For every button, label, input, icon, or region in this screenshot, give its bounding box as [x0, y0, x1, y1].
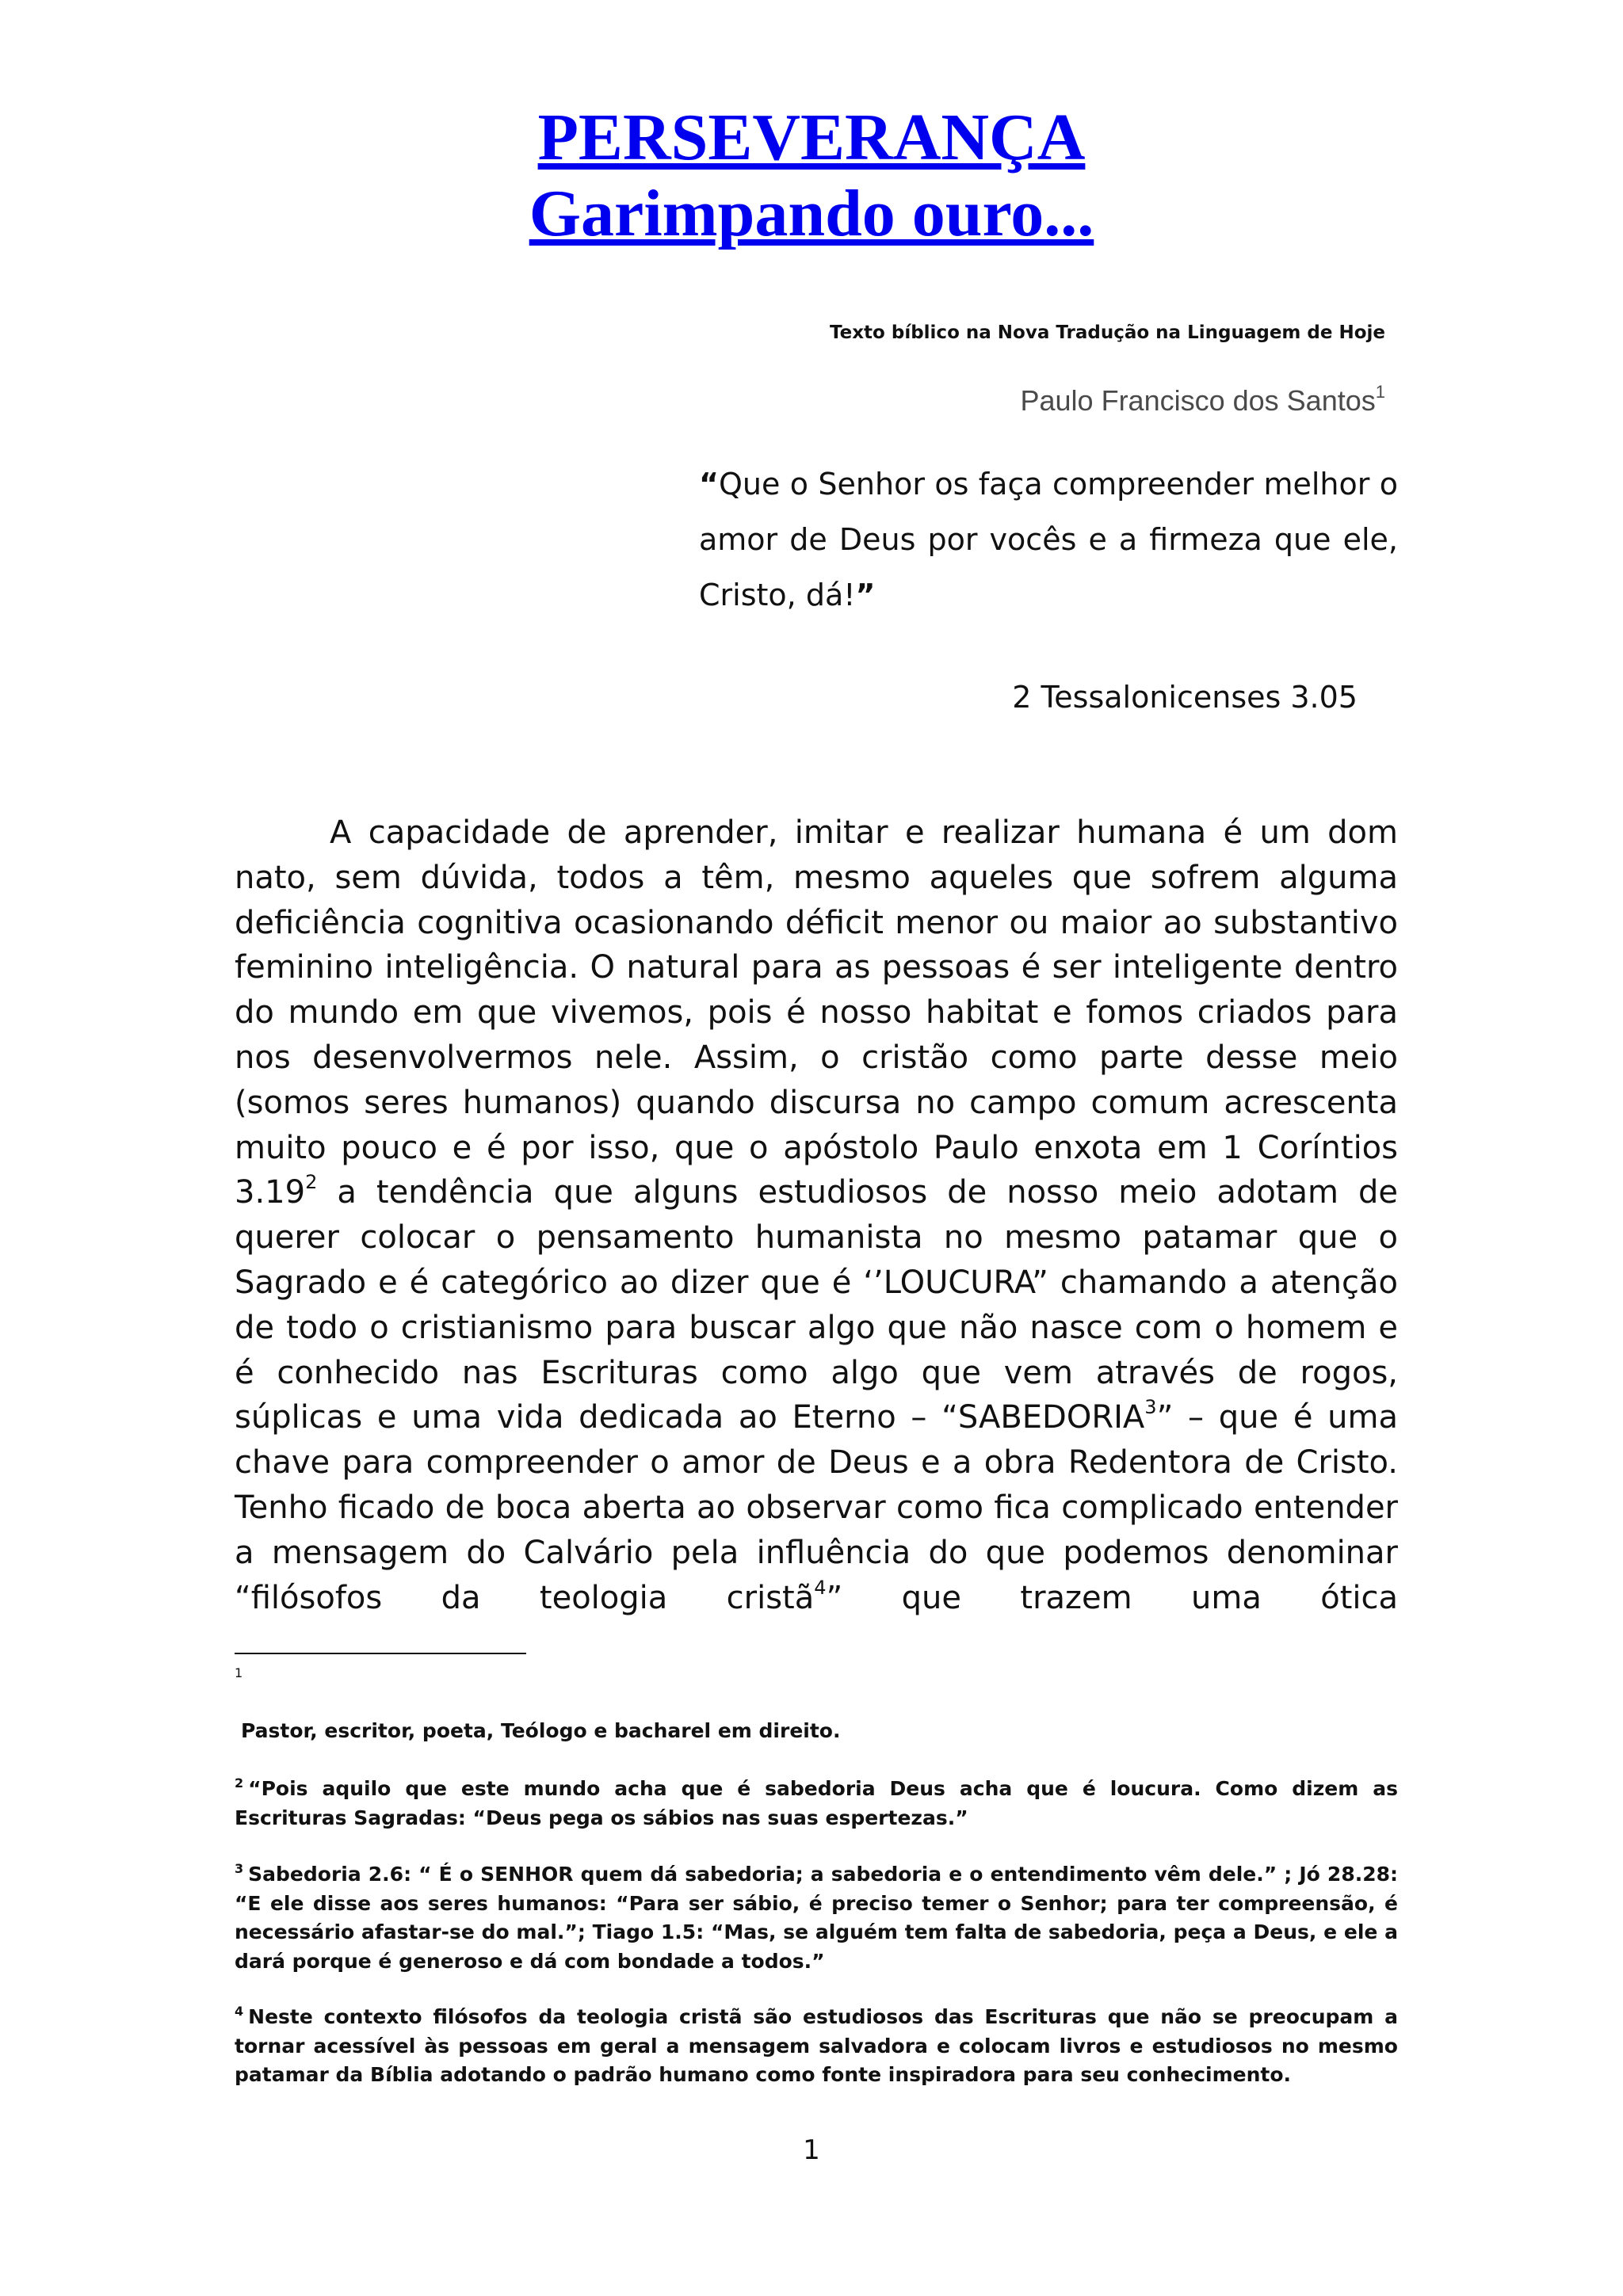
footnote-3: [235, 1860, 1398, 1976]
footnote-3-mark: 3: [235, 1861, 244, 1876]
epigraph-close-quote: ”: [855, 578, 876, 612]
footnote-2-text: “Pois aquilo que este mundo acha que é sabedoria Deus acha que é loucura. Como dizem as Escrituras Sagradas: “Deus pega os sábios nas suas espertezas.”: [235, 1777, 1398, 1829]
author-name: Paulo Francisco dos Santos: [1020, 384, 1376, 417]
epigraph-text: Que o Senhor os faça compreender melhor o amor de Deus por vocês e a firmeza que ele, Cristo, dá!: [699, 467, 1398, 612]
body-part-1: A capacidade de aprender, imitar e realizar humana é um dom nato, sem dúvida, todos a têm, mesmo aqueles que sofrem alguma deficiência cognitiva ocasionando déficit menor ou maior ao substantivo feminino inteligência. O natural para as pessoas é ser inteligente dentro do mundo em que vivemos, pois é nosso habitat e fomos criados para nos desenvolvermos nele. Assim, o cristão como parte desse meio (somos seres humanos) quando discursa no campo comum acrescenta muito pouco e é por isso, que o apóstolo Paulo enxota em 1 Coríntios 3.19: [235, 814, 1398, 1211]
author-footnote-ref: 1: [1375, 382, 1385, 402]
body-part-2: a tendência que alguns estudiosos de nosso meio adotam de querer colocar o pensamento humanista no mesmo patamar que o Sagrado e é categórico ao dizer que é ‘’LOUCURA” chamando a atenção de todo o cristianismo para buscar algo que não nasce com o homem e é conhecido nas Escrituras como algo que vem através de rogos, súplicas e uma vida dedicada ao Eterno – “SABEDORIA: [235, 1174, 1398, 1436]
footnote-ref-2: 2: [305, 1171, 318, 1194]
footnote-2: [235, 1775, 1398, 1833]
footnote-3-text: Sabedoria 2.6: “ É o SENHOR quem dá sabedoria; a sabedoria e o entendimento vêm dele.” ; Jó 28.28: “E ele disse aos seres humanos: “Para ser sábio, é preciso temer o Senhor; para ter compreensão, é necessário afastar-se do mal.”; Tiago 1.5: “Mas, se alguém tem falta de sabedoria, peça a Deus, e ele a dará porque é generoso e dá com bondade a todos.”: [235, 1863, 1398, 1973]
footnote-ref-4: 4: [814, 1576, 827, 1599]
title-subtitle[interactable]: Garimpando ouro...: [529, 177, 1094, 250]
footnote-1-mark: 1: [235, 1665, 243, 1680]
translation-note: Texto bíblico na Nova Tradução na Linguagem de Hoje: [829, 322, 1385, 343]
footnote-4-text: Neste contexto filósofos da teologia cristã são estudiosos das Escrituras que não se preocupam a tornar acessível às pessoas em geral a mensagem salvadora e colocam livros e estudiosos no mesmo patamar da Bíblia adotando o padrão humano como fonte inspiradora para seu conhecimento.: [235, 2005, 1398, 2086]
title-main[interactable]: PERSEVERANÇA: [537, 101, 1086, 174]
body-part-4: ” que trazem uma ótica: [826, 1579, 1398, 1616]
footnote-2-mark: 2: [235, 1775, 244, 1791]
epigraph-reference: 2 Tessalonicenses 3.05: [1012, 680, 1358, 715]
footnote-4: [235, 2003, 1398, 2090]
epigraph-open-quote: “: [699, 467, 719, 502]
epigraph-quote: [699, 456, 1398, 623]
body-paragraph: [235, 810, 1398, 1620]
page-number: 1: [803, 2134, 820, 2166]
footnote-1: Pastor, escritor, poeta, Teólogo e bacharel em direito.: [241, 1719, 841, 1742]
footnote-ref-3: 3: [1144, 1396, 1157, 1419]
footnote-4-mark: 4: [235, 2004, 244, 2019]
author-line: [1021, 382, 1386, 418]
title-block: [0, 100, 1623, 252]
footnote-separator: [235, 1653, 526, 1654]
body-part-3: ” – que é uma chave para compreender o amor de Deus e a obra Redentora de Cristo. Tenho ficado de boca aberta ao observar como fica complicado entender a mensagem do Calvário pela influência do que podemos denominar “filósofos da teologia cristã: [235, 1399, 1398, 1616]
